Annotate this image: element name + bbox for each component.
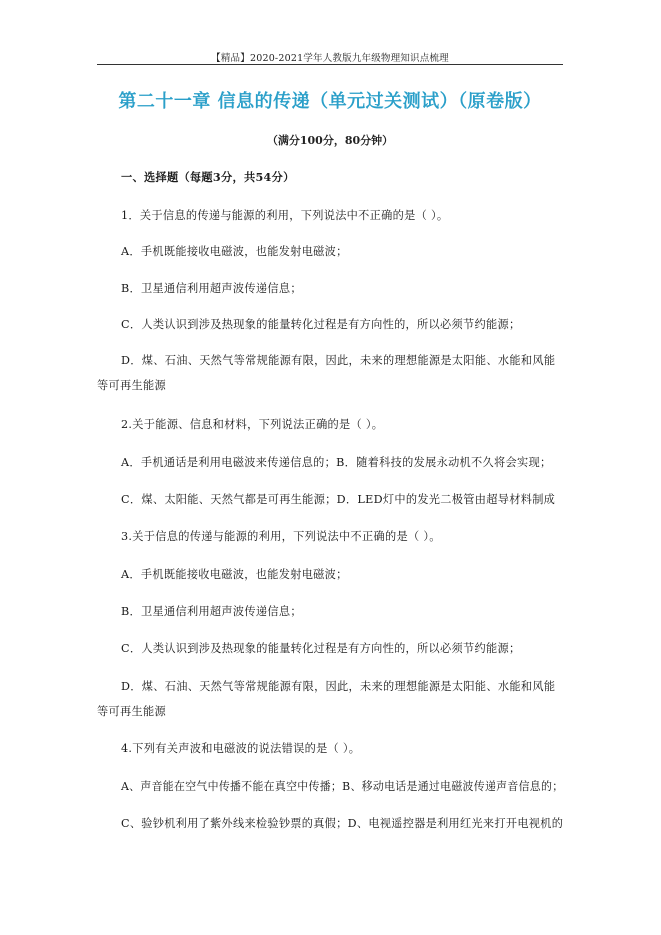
q1-option-a: A．手机既能接收电磁波，也能发射电磁波； bbox=[121, 245, 348, 258]
q1-option-c: C．人类认识到涉及热现象的能量转化过程是有方向性的，所以必须节约能源； bbox=[121, 318, 521, 331]
q3-option-d: D．煤、石油、天然气等常规能源有限，因此，未来的理想能源是太阳能、水能和风能 bbox=[121, 680, 556, 693]
q4-options-ab: A、声音能在空气中传播不能在真空中传播；B、移动电话是通过电磁波传递声音信息的； bbox=[121, 780, 564, 793]
q3-option-a: A．手机既能接收电磁波，也能发射电磁波； bbox=[121, 568, 348, 581]
q3-option-c: C．人类认识到涉及热现象的能量转化过程是有方向性的，所以必须节约能源； bbox=[121, 642, 521, 655]
q3-option-d-cont: 等可再生能源 bbox=[97, 705, 166, 718]
section-heading: 一、选择题（每题3分，共54分） bbox=[121, 170, 295, 184]
document-subtitle: （满分100分，80分钟） bbox=[266, 134, 394, 147]
q1-option-d-cont: 等可再生能源 bbox=[97, 379, 166, 392]
q1-option-b: B．卫星通信利用超声波传递信息； bbox=[121, 282, 302, 295]
q1-option-d: D．煤、石油、天然气等常规能源有限，因此，未来的理想能源是太阳能、水能和风能 bbox=[121, 354, 556, 367]
q2-options-ab: A．手机通话是利用电磁波来传递信息的；B．随着科技的发展永动机不久将会实现； bbox=[121, 456, 552, 469]
header-rule bbox=[97, 64, 563, 65]
page-header: 【精品】2020-2021学年人教版九年级物理知识点梳理 bbox=[211, 53, 449, 64]
document-title: 第二十一章 信息的传递（单元过关测试）（原卷版） bbox=[118, 91, 542, 112]
q3-stem: 3.关于信息的传递与能源的利用，下列说法中不正确的是（ ）。 bbox=[121, 530, 441, 543]
q3-option-b: B．卫星通信利用超声波传递信息； bbox=[121, 605, 302, 618]
q1-stem: 1．关于信息的传递与能源的利用，下列说法中不正确的是（ ）。 bbox=[121, 209, 449, 222]
q4-options-cd: C、验钞机利用了紫外线来检验钞票的真假；D、电视遥控器是利用红光来打开电视机的 bbox=[121, 817, 564, 830]
q2-stem: 2.关于能源、信息和材料，下列说法正确的是（ ）。 bbox=[121, 418, 384, 431]
q4-stem: 4.下列有关声波和电磁波的说法错误的是（ ）。 bbox=[121, 742, 361, 755]
q2-options-cd: C．煤、太阳能、天然气都是可再生能源；D．LED灯中的发光二极管由超导材料制成 bbox=[121, 493, 556, 506]
